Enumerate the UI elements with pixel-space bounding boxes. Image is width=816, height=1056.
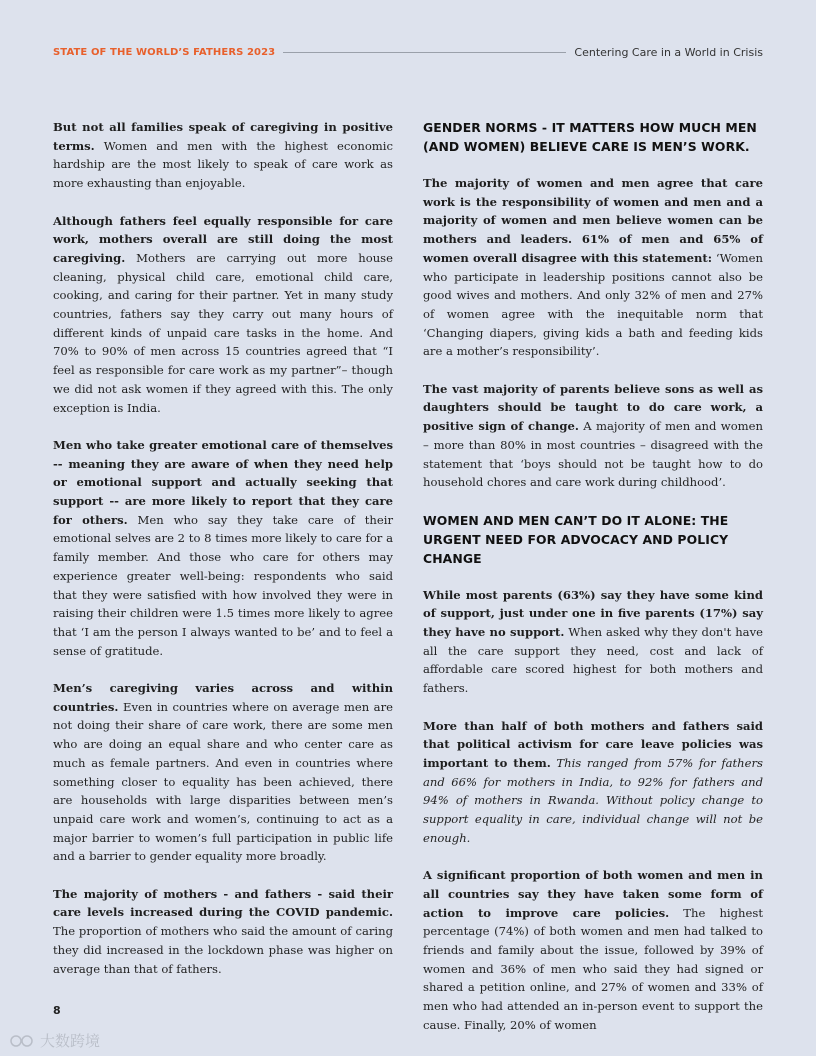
paragraph — [423, 380, 763, 492]
paragraph — [53, 212, 393, 418]
right-column — [423, 118, 763, 1053]
paragraph-body: The highest percentage (74%) of both women and men had talked to friends and family about the issue, followed by 39% of women and 36% of men who said they had signed or shared a petition online, and 27% of women and 33% of men who had attended an in-person event to support the cause. Finally, 20% of women — [423, 905, 763, 1032]
paragraph-lead: The vast majority of parents believe sons as well as daughters should be taught to do care work, a positive sign of change. — [423, 381, 763, 434]
paragraph-body: The proportion of mothers who said the amount of caring they did increased in the lockdown phase was higher on average than that of fathers. — [53, 924, 393, 976]
paragraph-lead: The majority of women and men agree that care work is the responsibility of women and men and a majority of women and men believe women can be mothers and leaders. 61% of men and 65% of women overall disagree with this statement: — [423, 176, 763, 265]
paragraph — [423, 717, 763, 848]
paragraph-body: Mothers are carrying out more house cleaning, physical child care, emotional child care, cooking, and caring for their partner. Yet in many study countries, fathers say they carry out many hours of different kinds of unpaid care tasks in the home. And 70% to 90% of men across 15 countries agreed that “I feel as responsible for care work as my partner”– though we did not ask women if they agreed with this. The only exception is India. — [53, 250, 393, 415]
paragraph — [53, 436, 393, 660]
paragraph — [53, 679, 393, 866]
paragraph — [53, 885, 393, 979]
paragraph-lead: But not all families speak of caregiving in positive terms. — [53, 120, 393, 153]
left-column — [53, 118, 393, 997]
paragraph-body: Men who say they take care of their emotional selves are 2 to 8 times more likely to care for a family member. And those who care for others may experience greater well-being: respondents who said that they were satisfied with how involved they were in raising their children were 1.5 times more likely to agree that ‘I am the person I always wanted to be’ and to feel a sense of gratitude. — [53, 512, 393, 658]
watermark-logo-icon — [8, 1033, 36, 1049]
paragraph-lead: A significant proportion of both women and men in all countries say they have taken some form of action to improve care policies. — [423, 868, 763, 920]
section-heading: WOMEN AND MEN CAN’T DO IT ALONE: THE URGENT NEED FOR ADVOCACY AND POLICY CHANGE — [423, 512, 729, 566]
paragraph-lead: Men’s caregiving varies across and within countries. — [53, 681, 393, 714]
paragraph-body: Women and men with the highest economic hardship are the most likely to speak of care work as more exhausting than enjoyable. — [53, 138, 393, 191]
paragraph-body: Even in countries where on average men are not doing their share of care work, there are some men who are doing an equal share and who center care as much as female partners. And even in countries where something closer to equality has been achieved, there are households with large disparities between men’s unpaid care work and women’s, continuing to act as a major barrier to women’s full participation in public life and a barrier to gender equality more broadly. — [53, 699, 393, 864]
paragraph-lead: While most parents (63%) say they have some kind of support, just under one in five parents (17%) say they have no support. — [423, 587, 763, 640]
paragraph-lead: Although fathers feel equally responsible for care work, mothers overall are still doing the most caregiving. — [53, 213, 393, 265]
report-title: STATE OF THE WORLD’S FATHERS 2023 — [53, 46, 276, 58]
paragraph — [423, 174, 763, 361]
paragraph — [53, 118, 393, 193]
section-heading: GENDER NORMS - IT MATTERS HOW MUCH MEN (AND WOMEN) BELIEVE CARE IS MEN’S WORK. — [423, 120, 757, 154]
paragraph-body: When asked why they don't have all the care support they need, cost and lack of affordable care scored highest for both mothers and fathers. — [423, 625, 763, 696]
paragraph-italic: This ranged from 57% for fathers and 66% for mothers in India, to 92% for fathers and 94% of mothers in Rwanda. Without policy change to support equality in care, individual change will not be enough. — [423, 755, 763, 845]
paragraph-lead: More than half of both mothers and fathers said that political activism for care leave policies was important to them. — [423, 718, 763, 770]
paragraph-body: ‘Women who participate in leadership positions cannot also be good wives and mothers. And only 32% of men and 27% of women agree with the inequitable norm that ‘Changing diapers, giving kids a bath and feeding kids are a mother’s responsibility’. — [423, 250, 763, 359]
page-header — [53, 43, 763, 61]
header-divider — [283, 52, 566, 53]
paragraph-lead: The majority of mothers - and fathers - said their care levels increased during the COVID pandemic. — [53, 886, 393, 920]
paragraph-lead: Men who take greater emotional care of themselves -- meaning they are aware of when they need help or emotional support and actually seeking that support -- are more likely to report that they care for others. — [53, 437, 393, 527]
paragraph-body: A majority of men and women – more than 80% in most countries – disagreed with the statement that ‘boys should not be taught how to do household chores and care work during childhood’. — [423, 419, 764, 490]
watermark-text: 大数跨境 — [40, 1032, 101, 1050]
paragraph — [423, 866, 763, 1034]
paragraph — [423, 586, 763, 698]
report-subtitle: Centering Care in a World in Crisis — [574, 45, 763, 59]
watermark — [8, 1030, 100, 1051]
page-number: 8 — [53, 1004, 61, 1017]
